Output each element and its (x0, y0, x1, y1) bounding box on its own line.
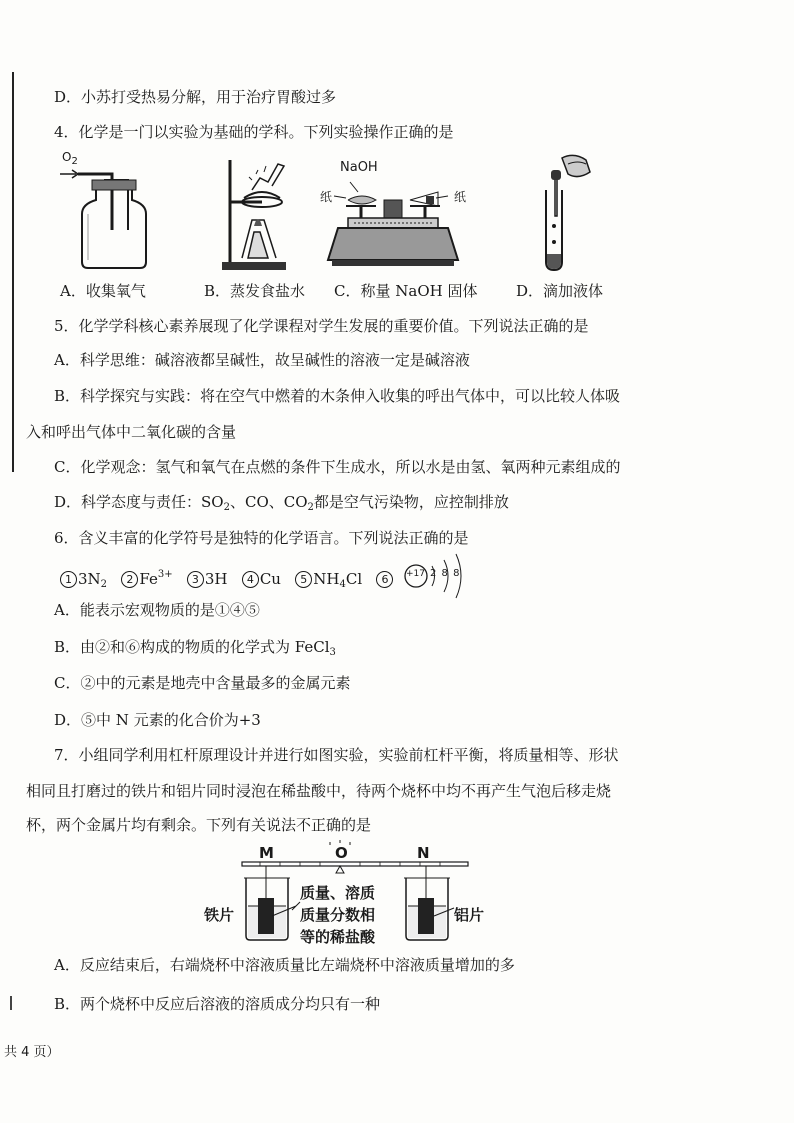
circled-number: 2 (121, 571, 138, 588)
q5-option-b-line2: 入和呼出气体中二氧化碳的含量 (26, 423, 237, 441)
page-footer: 共 4 页） (4, 1045, 60, 1060)
margin-mark (10, 996, 12, 1010)
iron-sheet-label: 铁片 (204, 906, 235, 924)
q4-option-d: D．滴加液体 (516, 282, 604, 300)
electron-shells: 2 8 8 (430, 568, 460, 579)
figure-collect-oxygen: $O_2$ (56, 150, 166, 275)
lever-point-o: O (335, 844, 348, 862)
left-margin-rule (12, 72, 14, 472)
figure-evaporation (208, 150, 298, 275)
q5-option-c: C．化学观念：氢气和氧气在点燃的条件下生成水，所以水是由氢、氧两种元素组成的 (54, 458, 621, 476)
q4-option-b: B．蒸发食盐水 (204, 282, 306, 300)
q7-option-b: B．两个烧杯中反应后溶液的溶质成分均只有一种 (54, 995, 381, 1013)
paper-label-right: 纸 (454, 190, 467, 204)
circled-number: 3 (187, 571, 204, 588)
q7-stem-line3: 杯，两个金属片均有剩余。下列有关说法不正确的是 (26, 816, 372, 834)
lever-point-m: M (259, 844, 274, 862)
atom-structure-diagram (402, 552, 472, 602)
nucleus-charge: +17 (406, 569, 425, 579)
o2-label: O (62, 150, 72, 164)
acid-label-line2: 质量分数相 (300, 906, 376, 924)
q4-option-c: C．称量 NaOH 固体 (334, 282, 478, 300)
q7-option-a: A．反应结束后，右端烧杯中溶液质量比左端烧杯中溶液质量增加的多 (54, 956, 515, 974)
acid-label-line1: 质量、溶质 (300, 884, 376, 902)
q4-option-a: A．收集氧气 (60, 282, 146, 300)
q5-stem: 5．化学学科核心素养展现了化学课程对学生发展的重要价值。下列说法正确的是 (54, 317, 589, 335)
q5-option-a: A．科学思维：碱溶液都呈碱性，故呈碱性的溶液一定是碱溶液 (54, 351, 470, 369)
q3-option-d: D．小苏打受热易分解，用于治疗胃酸过多 (54, 88, 337, 106)
lever-point-n: N (417, 844, 430, 862)
q4-stem: 4．化学是一门以实验为基础的学科。下列实验操作正确的是 (54, 123, 454, 141)
q5-option-b-line1: B．科学探究与实践：将在空气中燃着的木条伸入收集的呼出气体中，可以比较人体吸 (54, 387, 621, 405)
q6-option-b: B．由②和⑥构成的物质的化学式为 FeCl$_3$ (54, 638, 336, 658)
circled-number: 5 (295, 571, 312, 588)
figure-balance (318, 156, 468, 271)
circled-number: 1 (60, 571, 77, 588)
circled-number: 4 (242, 571, 259, 588)
q6-option-c: C．②中的元素是地壳中含量最多的金属元素 (54, 674, 351, 692)
q5-option-d: D．科学态度与责任：$SO_2$、CO、$CO_2$都是空气污染物，应控制排放 (54, 493, 509, 513)
circled-number: 6 (376, 571, 393, 588)
naoh-label: NaOH (340, 160, 378, 175)
q6-stem: 6．含义丰富的化学符号是独特的化学语言。下列说法正确的是 (54, 529, 469, 547)
q6-option-a: A．能表示宏观物质的是①④⑤ (54, 601, 260, 619)
paper-label-left: 纸 (320, 190, 333, 204)
acid-label-line3: 等的稀盐酸 (300, 928, 376, 946)
q7-stem-line2: 相同且打磨过的铁片和铝片同时浸泡在稀盐酸中，待两个烧杯中均不再产生气泡后移走烧 (26, 782, 612, 800)
q6-option-d: D．⑤中 N 元素的化合价为+3 (54, 711, 261, 729)
lever-experiment-figure (200, 840, 500, 950)
q6-symbols: 1 $3N_2$ 2 $Fe^{3+}$ 3 3H 4 Cu 5 $NH_4Cl$ 6 (60, 565, 394, 595)
aluminum-sheet-label: 铝片 (454, 906, 485, 924)
q7-stem-line1: 7．小组同学利用杠杆原理设计并进行如图实验，实验前杠杆平衡，将质量相等、形状 (54, 746, 619, 764)
figure-dropper (528, 150, 598, 275)
